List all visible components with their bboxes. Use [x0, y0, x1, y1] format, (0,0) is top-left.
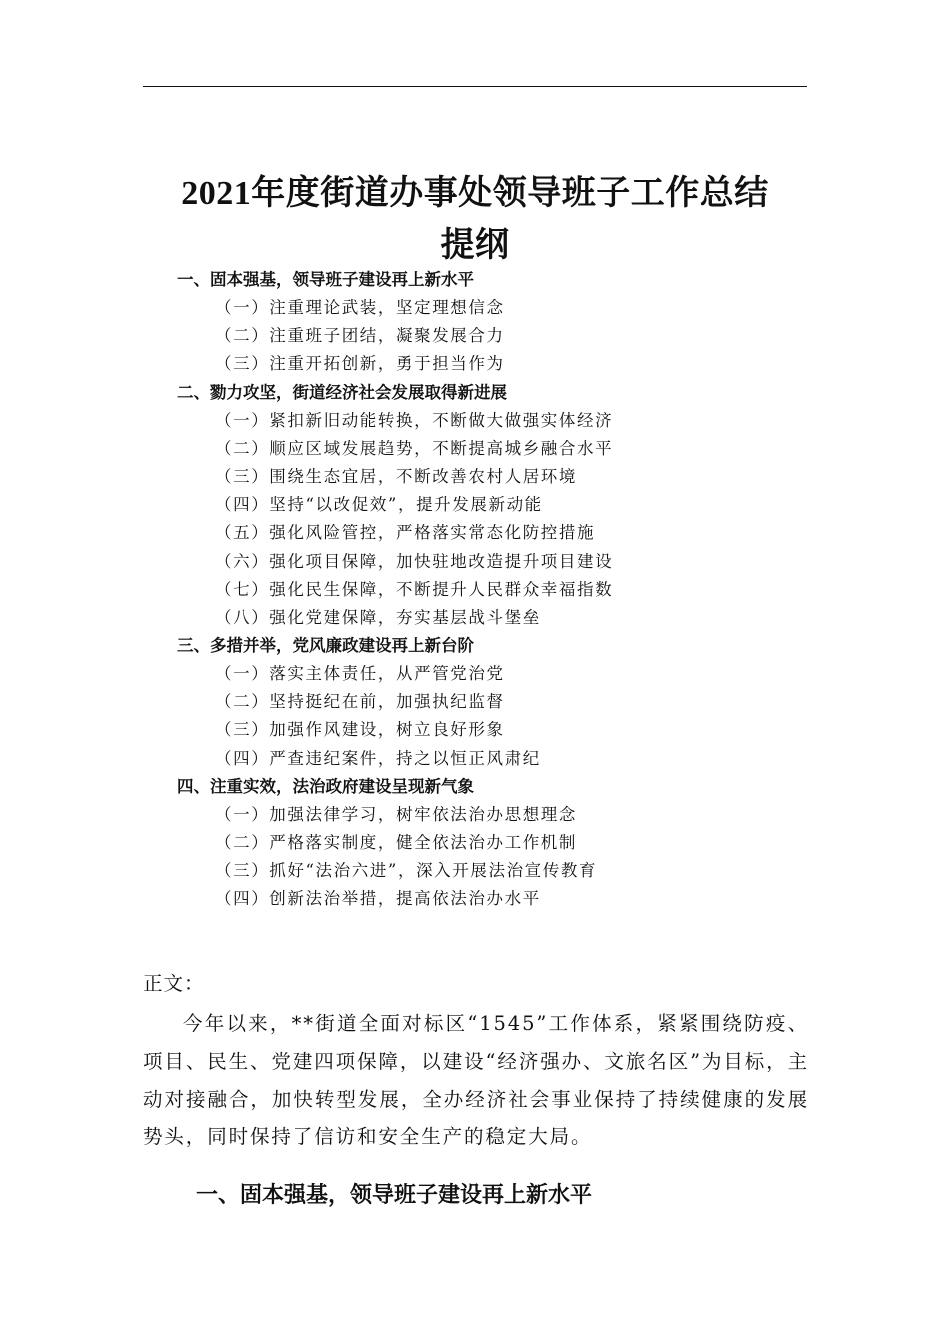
outline-item: （三）注重开拓创新，勇于担当作为 — [215, 354, 505, 374]
body-label: 正文： — [143, 972, 205, 995]
outline-item: （一）注重理论武装，坚定理想信念 — [215, 298, 505, 317]
title-line-2: 提纲 — [440, 227, 510, 264]
outline-item: （二）严格落实制度，健全依法治办工作机制 — [215, 833, 577, 852]
outline-item: （六）强化项目保障，加快驻地改造提升项目建设 — [215, 551, 614, 571]
document-title — [143, 168, 807, 272]
outline-item: （四）严查违纪案件，持之以恒正风肃纪 — [215, 748, 541, 768]
outline-item: （二）注重班子团结，凝聚发展合力 — [215, 326, 505, 346]
outline-heading: 三、多措并举，党风廉政建设再上新台阶 — [177, 636, 474, 656]
outline-section — [143, 632, 807, 773]
outline-item: （一）加强法律学习，树牢依法治办思想理念 — [215, 804, 577, 824]
title-line-1: 2021年度街道办事处领导班子工作总结 — [181, 175, 769, 212]
outline-item: （四）坚持“以改促效”，提升发展新动能 — [215, 495, 543, 515]
outline-item: （一）落实主体责任，从严管党治党 — [215, 664, 505, 684]
outline — [143, 266, 807, 914]
outline-section — [143, 266, 807, 379]
body-paragraph: 今年以来，**街道全面对标区“1545”工作体系，紧紧围绕防疫、项目、民生、党建四项保障，以建设“经济强办、文旅名区”为目标，主动对接融合，加快转型发展，全办经济社会事业保持了持续健康的发展势头，同时保持了信访和安全生产的稳定大局。 — [143, 1012, 809, 1149]
outline-heading: 二、勠力攻坚，街道经济社会发展取得新进展 — [177, 382, 507, 402]
outline-item: （七）强化民生保障，不断提升人民群众幸福指数 — [215, 579, 614, 599]
outline-item: （一）紧扣新旧动能转换，不断做大做强实体经济 — [215, 410, 614, 430]
header-rule — [143, 86, 807, 87]
outline-item: （三）加强作风建设，树立良好形象 — [215, 720, 505, 740]
outline-heading: 一、固本强基，领导班子建设再上新水平 — [177, 270, 474, 289]
outline-item: （二）顺应区域发展趋势，不断提高城乡融合水平 — [215, 438, 614, 458]
outline-section — [143, 773, 807, 914]
outline-section — [143, 379, 807, 633]
outline-heading: 四、注重实效，法治政府建设呈现新气象 — [177, 776, 474, 796]
outline-item: （三）围绕生态宜居，不断改善农村人居环境 — [215, 466, 577, 486]
outline-item: （五）强化风险管控，严格落实常态化防控措施 — [215, 523, 596, 543]
outline-item: （八）强化党建保障，夯实基层战斗堡垒 — [215, 607, 541, 627]
outline-item: （二）坚持挺纪在前，加强执纪监督 — [215, 692, 505, 712]
outline-item: （三）抓好“法治六进”，深入开展法治宣传教育 — [215, 861, 598, 881]
body-section-heading: 一、固本强基，领导班子建设再上新水平 — [196, 1183, 593, 1208]
outline-item: （四）创新法治举措，提高依法治办水平 — [215, 889, 541, 909]
